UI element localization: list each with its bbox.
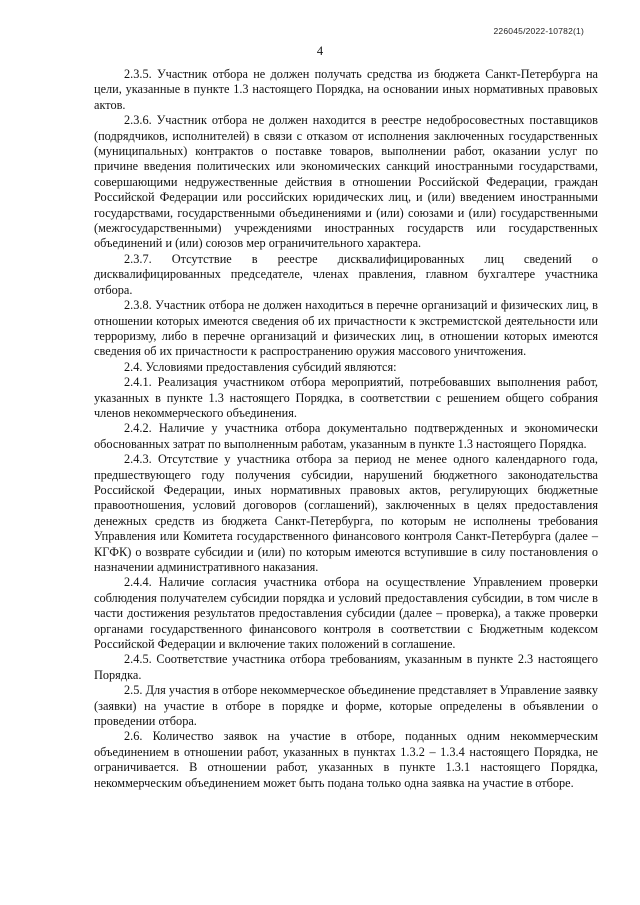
paragraph-2-4-2: 2.4.2. Наличие у участника отбора документально подтвержденных и экономически обоснованных затрат по выполненным работам, указанным в пункте 1.3 настоящего Порядка. [94,421,598,451]
paragraph-2-6: 2.6. Количество заявок на участие в отборе, поданных одним некоммерческим объединением в отношении работ, указанных в пунктах 1.3.2 – 1.3.4 настоящего Порядка, не ограничивается. В отношении работ, указанных в пункте 1.3.1 настоящего Порядка, некоммерческим объединением может быть подана только одна заявка на участие в отборе. [94,729,598,790]
page-number: 4 [316,44,324,58]
paragraph-2-3-5: 2.3.5. Участник отбора не должен получать средства из бюджета Санкт-Петербурга на цели, указанные в пункте 1.3 настоящего Порядка, на основании иных нормативных правовых актов. [94,67,598,112]
document-body [94,67,598,791]
document-number: 226045/2022-10782(1) [493,26,584,36]
paragraph-2-3-8: 2.3.8. Участник отбора не должен находиться в перечне организаций и физических лиц, в отношении которых имеются сведения об их причастности к экстремистской деятельности или терроризму, либо в перечне организаций и физических лиц, в отношении которых имеются сведения об их причастности к распространению оружия массового уничтожения. [94,298,598,359]
paragraph-2-3-6: 2.3.6. Участник отбора не должен находится в реестре недобросовестных поставщиков (подрядчиков, исполнителей) в связи с отказом от исполнения заключенных государственных (муниципальных) контрактов о поставке товаров, выполнении работ, оказании услуг по причине введения политических или экономических санкций иностранными государствами, совершающими недружественные действия в отношении Российской Федерации, граждан Российской Федерации или российских юридических лиц, и (или) введением иностранными государствами, государственными объединениями и (или) союзами и (или) государственными (межгосударственными) учреждениями иностранных государств или государственных объединений и (или) союзов мер ограничительного характера. [94,113,598,251]
paragraph-2-4-1: 2.4.1. Реализация участником отбора мероприятий, потребовавших выполнения работ, указанных в пункте 1.3 настоящего Порядка, в соответствии с решением общего собрания членов некоммерческого объединения. [94,375,598,420]
paragraph-2-5: 2.5. Для участия в отборе некоммерческое объединение представляет в Управление заявку (заявки) на участие в отборе в порядке и форме, которые определены в объявлении о проведении отбора. [94,683,598,729]
paragraph-2-4-3: 2.4.3. Отсутствие у участника отбора за период не менее одного календарного года, предшествующего году получения субсидии, нарушений бюджетного законодательства Российской Федерации, иных нормативных правовых актов, регулирующих бюджетные правоотношения, условий договоров (соглашений), заключенных в целях предоставления денежных средств из бюджета Санкт-Петербурга, по которым не исполнены требования Управления или Комитета государственного финансового контроля Санкт-Петербурга (далее – КГФК) о возврате субсидии и (или) по которым имеются вступившие в силу постановления о назначении административного наказания. [94,452,598,574]
paragraph-2-4: 2.4. Условиями предоставления субсидий являются: [124,359,397,374]
paragraph-2-4-5: 2.4.5. Соответствие участника отбора требованиям, указанным в пункте 2.3 настоящего Порядка. [94,652,598,682]
paragraph-2-4-4: 2.4.4. Наличие согласия участника отбора на осуществление Управлением проверки соблюдения получателем субсидии порядка и условий предоставления субсидии, в том числе в части достижения результатов предоставления субсидии (далее – проверка), а также проверки органами государственного финансового контроля в соответствии с Бюджетным кодексом Российской Федерации и включение таких положений в соглашение. [94,575,598,652]
paragraph-2-3-7: 2.3.7. Отсутствие в реестре дисквалифицированных лиц сведений о дисквалифицированных председателе, членах правления, главном бухгалтере участника отбора. [94,251,598,297]
